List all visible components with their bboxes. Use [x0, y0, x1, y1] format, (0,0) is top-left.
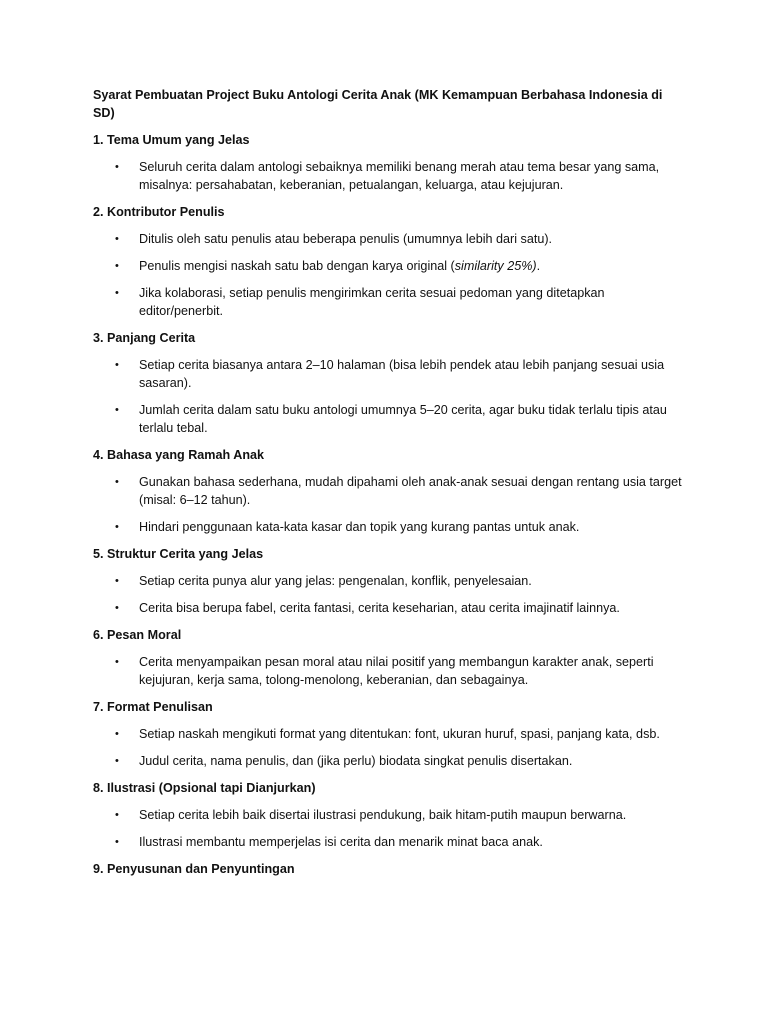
bullet-list-2	[93, 230, 683, 320]
list-item	[93, 806, 683, 824]
list-item-text: Penulis mengisi naskah satu bab dengan karya original (	[139, 259, 455, 273]
section-heading-5: 5. Struktur Cerita yang Jelas	[93, 547, 264, 561]
bullet-list-5	[93, 572, 683, 617]
bullet-icon: •	[115, 656, 119, 668]
bullet-icon: •	[115, 755, 119, 767]
section-heading-9: 9. Penyusunan dan Penyuntingan	[93, 862, 295, 876]
list-item-text: Hindari penggunaan kata-kata kasar dan topik yang kurang pantas untuk anak.	[139, 520, 580, 534]
list-item-text: Seluruh cerita dalam antologi sebaiknya memiliki benang merah atau tema besar yang sama, misalnya: persahabatan, keberanian, petualangan, keluarga, atau kejujuran.	[139, 160, 660, 192]
list-item	[93, 158, 683, 194]
list-item-text: Cerita bisa berupa fabel, cerita fantasi, cerita keseharian, atau cerita imajinatif lainnya.	[139, 601, 620, 615]
list-item-text: Setiap cerita biasanya antara 2–10 halaman (bisa lebih pendek atau lebih panjang sesuai usia sasaran).	[139, 358, 665, 390]
section-heading-2: 2. Kontributor Penulis	[93, 205, 225, 219]
list-item-text-end: .	[536, 259, 541, 273]
section-heading-6: 6. Pesan Moral	[93, 628, 182, 642]
bullet-icon: •	[115, 728, 119, 740]
bullet-list-8	[93, 806, 683, 851]
section-heading-4: 4. Bahasa yang Ramah Anak	[93, 448, 265, 462]
section-heading-1: 1. Tema Umum yang Jelas	[93, 133, 250, 147]
bullet-icon: •	[115, 287, 119, 299]
list-item-text: Jumlah cerita dalam satu buku antologi umumnya 5–20 cerita, agar buku tidak terlalu tipis atau terlalu tebal.	[139, 403, 667, 435]
bullet-icon: •	[115, 575, 119, 587]
bullet-icon: •	[115, 161, 119, 173]
bullet-icon: •	[115, 359, 119, 371]
bullet-list-4	[93, 473, 683, 536]
list-item	[93, 752, 683, 770]
list-item	[93, 284, 683, 320]
list-item-text: Judul cerita, nama penulis, dan (jika perlu) biodata singkat penulis disertakan.	[139, 754, 573, 768]
list-item	[93, 401, 683, 437]
bullet-icon: •	[115, 233, 119, 245]
bullet-icon: •	[115, 809, 119, 821]
list-item	[93, 833, 683, 851]
document-title: Syarat Pembuatan Project Buku Antologi Cerita Anak (MK Kemampuan Berbahasa Indonesia di SD)	[93, 88, 663, 120]
list-item-text: Setiap naskah mengikuti format yang ditentukan: font, ukuran huruf, spasi, panjang kata, dsb.	[139, 727, 660, 741]
list-item-text: Ilustrasi membantu memperjelas isi cerita dan menarik minat baca anak.	[139, 835, 543, 849]
list-item	[93, 725, 683, 743]
list-item	[93, 257, 683, 275]
list-item	[93, 356, 683, 392]
bullet-icon: •	[115, 260, 119, 272]
bullet-list-3	[93, 356, 683, 437]
bullet-icon: •	[115, 836, 119, 848]
list-item	[93, 572, 683, 590]
list-item-text: Setiap cerita lebih baik disertai ilustrasi pendukung, baik hitam-putih maupun berwarna.	[139, 808, 627, 822]
list-item-text: Setiap cerita punya alur yang jelas: pengenalan, konflik, penyelesaian.	[139, 574, 532, 588]
document-page	[93, 86, 683, 887]
list-item	[93, 473, 683, 509]
list-item	[93, 518, 683, 536]
bullet-icon: •	[115, 404, 119, 416]
bullet-list-6	[93, 653, 683, 689]
section-heading-3: 3. Panjang Cerita	[93, 331, 196, 345]
bullet-icon: •	[115, 521, 119, 533]
list-item-text: Ditulis oleh satu penulis atau beberapa penulis (umumnya lebih dari satu).	[139, 232, 553, 246]
bullet-list-1	[93, 158, 683, 194]
similarity-note: similarity 25%)	[454, 259, 537, 273]
bullet-icon: •	[115, 476, 119, 488]
section-heading-8: 8. Ilustrasi (Opsional tapi Dianjurkan)	[93, 781, 316, 795]
list-item	[93, 653, 683, 689]
list-item	[93, 599, 683, 617]
list-item-text: Gunakan bahasa sederhana, mudah dipahami oleh anak-anak sesuai dengan rentang usia target (misal: 6–12 tahun).	[139, 475, 682, 507]
bullet-icon: •	[115, 602, 119, 614]
bullet-list-7	[93, 725, 683, 770]
list-item-text: Jika kolaborasi, setiap penulis mengirimkan cerita sesuai pedoman yang ditetapkan editor/penerbit.	[139, 286, 605, 318]
list-item	[93, 230, 683, 248]
list-item-text: Cerita menyampaikan pesan moral atau nilai positif yang membangun karakter anak, seperti kejujuran, kerja sama, tolong-menolong, keberanian, dan sebagainya.	[139, 655, 654, 687]
section-heading-7: 7. Format Penulisan	[93, 700, 213, 714]
